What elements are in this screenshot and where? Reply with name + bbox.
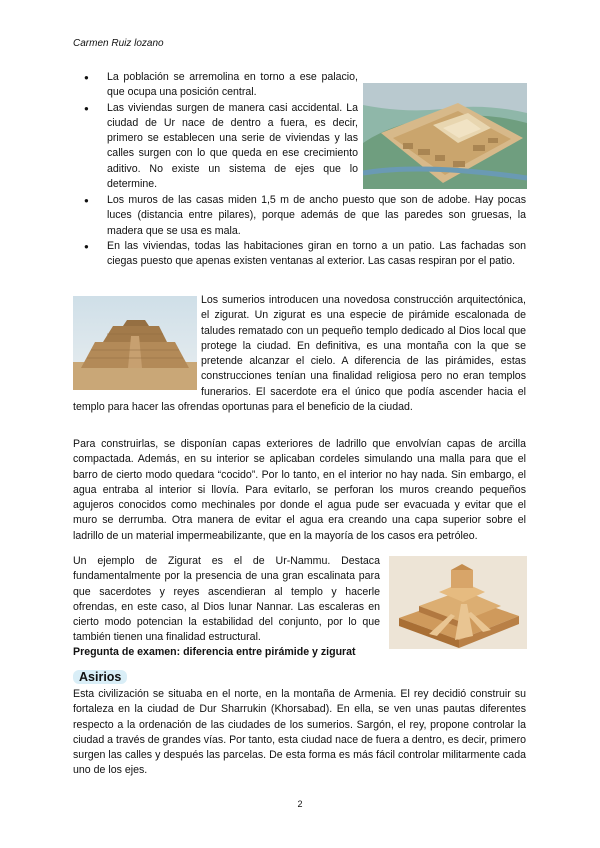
page-number: 2 bbox=[297, 799, 303, 809]
construction-paragraph: Para construirlas, se disponían capas exteriores de ladrillo que envolvían capas de arcilla compactada. Además, en su interior se aplicaban cordeles simulando una malla para que el barro de cierto modo quedara “cocido”. Por lo tanto, en el interior no hay nada. Sin embargo, el agua entraba al interior si llovía. Para evitarlo, se perforan los muros creando pequeños agujeros conocidos como mechinales por donde el agua pude ser evacuada y evitar que el muro se derrumba. Otra manera de evitar el agua era creando una capa superior sobre el ladrillo de un material impermeabilizante, que en la mayoría de los casos era petróleo. bbox=[73, 438, 526, 542]
bullet-item: ● Las viviendas surgen de manera casi accidental. La ciudad de Ur nace de dentro a fuera, es decir, primero se establecen una serie de viviendas y las calles surgen con lo que queda en ese crecimiento aditivo. No existe un sistema de ejes que lo determine. bbox=[107, 101, 358, 193]
section-title-asirios: Asirios bbox=[73, 670, 127, 684]
zigurat-paragraph: Los sumerios introducen una novedosa construcción arquitectónica, el zigurat. Un zigurat es una especie de pirámide escalonada de taludes rematado con un pequeño templo dedicado al Dios local que protege la ciudad. En definitiva, es una montaña con la que se pretende alcanzar el cielo. A diferencia de las pirámides, estas construcciones tenían una finalidad religiosa pero no eran templos funerarios. El sacerdote era el único que podía ascender hacia el templo para hacer las ofrendas oportunas para el beneficio de la ciudad. bbox=[73, 294, 526, 414]
exam-question: Pregunta de examen: diferencia entre pirámide y zigurat bbox=[73, 646, 356, 658]
ur-nammu-paragraph: Un ejemplo de Zigurat es el de Ur-Nammu. Destaca fundamentalmente por la presencia de una gran escalinata para que sacerdotes y reyes ascendieran al templo y hacerle ofrendas, en este caso, al Dios lunar Nannar. Las escaleras en cierto modo potencian la estabilidad del conjunto, por lo que también tienen una finalidad estructural. bbox=[73, 555, 380, 644]
bullet-item: ● La población se arremolina en torno a ese palacio, que ocupa una posición central. bbox=[107, 70, 358, 101]
bullet-list-bottom bbox=[73, 193, 526, 269]
ur-city-illustration bbox=[363, 83, 527, 189]
bullet-item: ● En las viviendas, todas las habitaciones giran en torno a un patio. Las fachadas son ciegas puesto que apenas existen ventanas al exterior. Las casas respiran por el patio. bbox=[107, 239, 526, 270]
bullet-item: ● Los muros de las casas miden 1,5 m de ancho puesto que son de adobe. Hay pocas luces (distancia entre pilares), porque además de que las paredes son gruesas, la madera que se usa es mala. bbox=[107, 193, 526, 239]
asirios-paragraph: Esta civilización se situaba en el norte, en la montaña de Armenia. El rey decidió construir su fortaleza en la ciudad de Dur Sharrukin (Khorsabad). En ella, se ven unas pautas diferentes respecto a la ordenación de las ciudades de los sumerios. Sargón, el rey, propone controlar la ciudad a través de grandes vías. Por tanto, esta ciudad nace de fuera a dentro, es decir, primero surgen las calles y después las parcelas. De esta forma es más fácil controlar militarmente cada uno de los ejes. bbox=[73, 688, 526, 777]
ur-nammu-illustration bbox=[389, 556, 527, 649]
author-header: Carmen Ruiz lozano bbox=[73, 38, 164, 49]
bullet-list-top bbox=[73, 70, 358, 192]
